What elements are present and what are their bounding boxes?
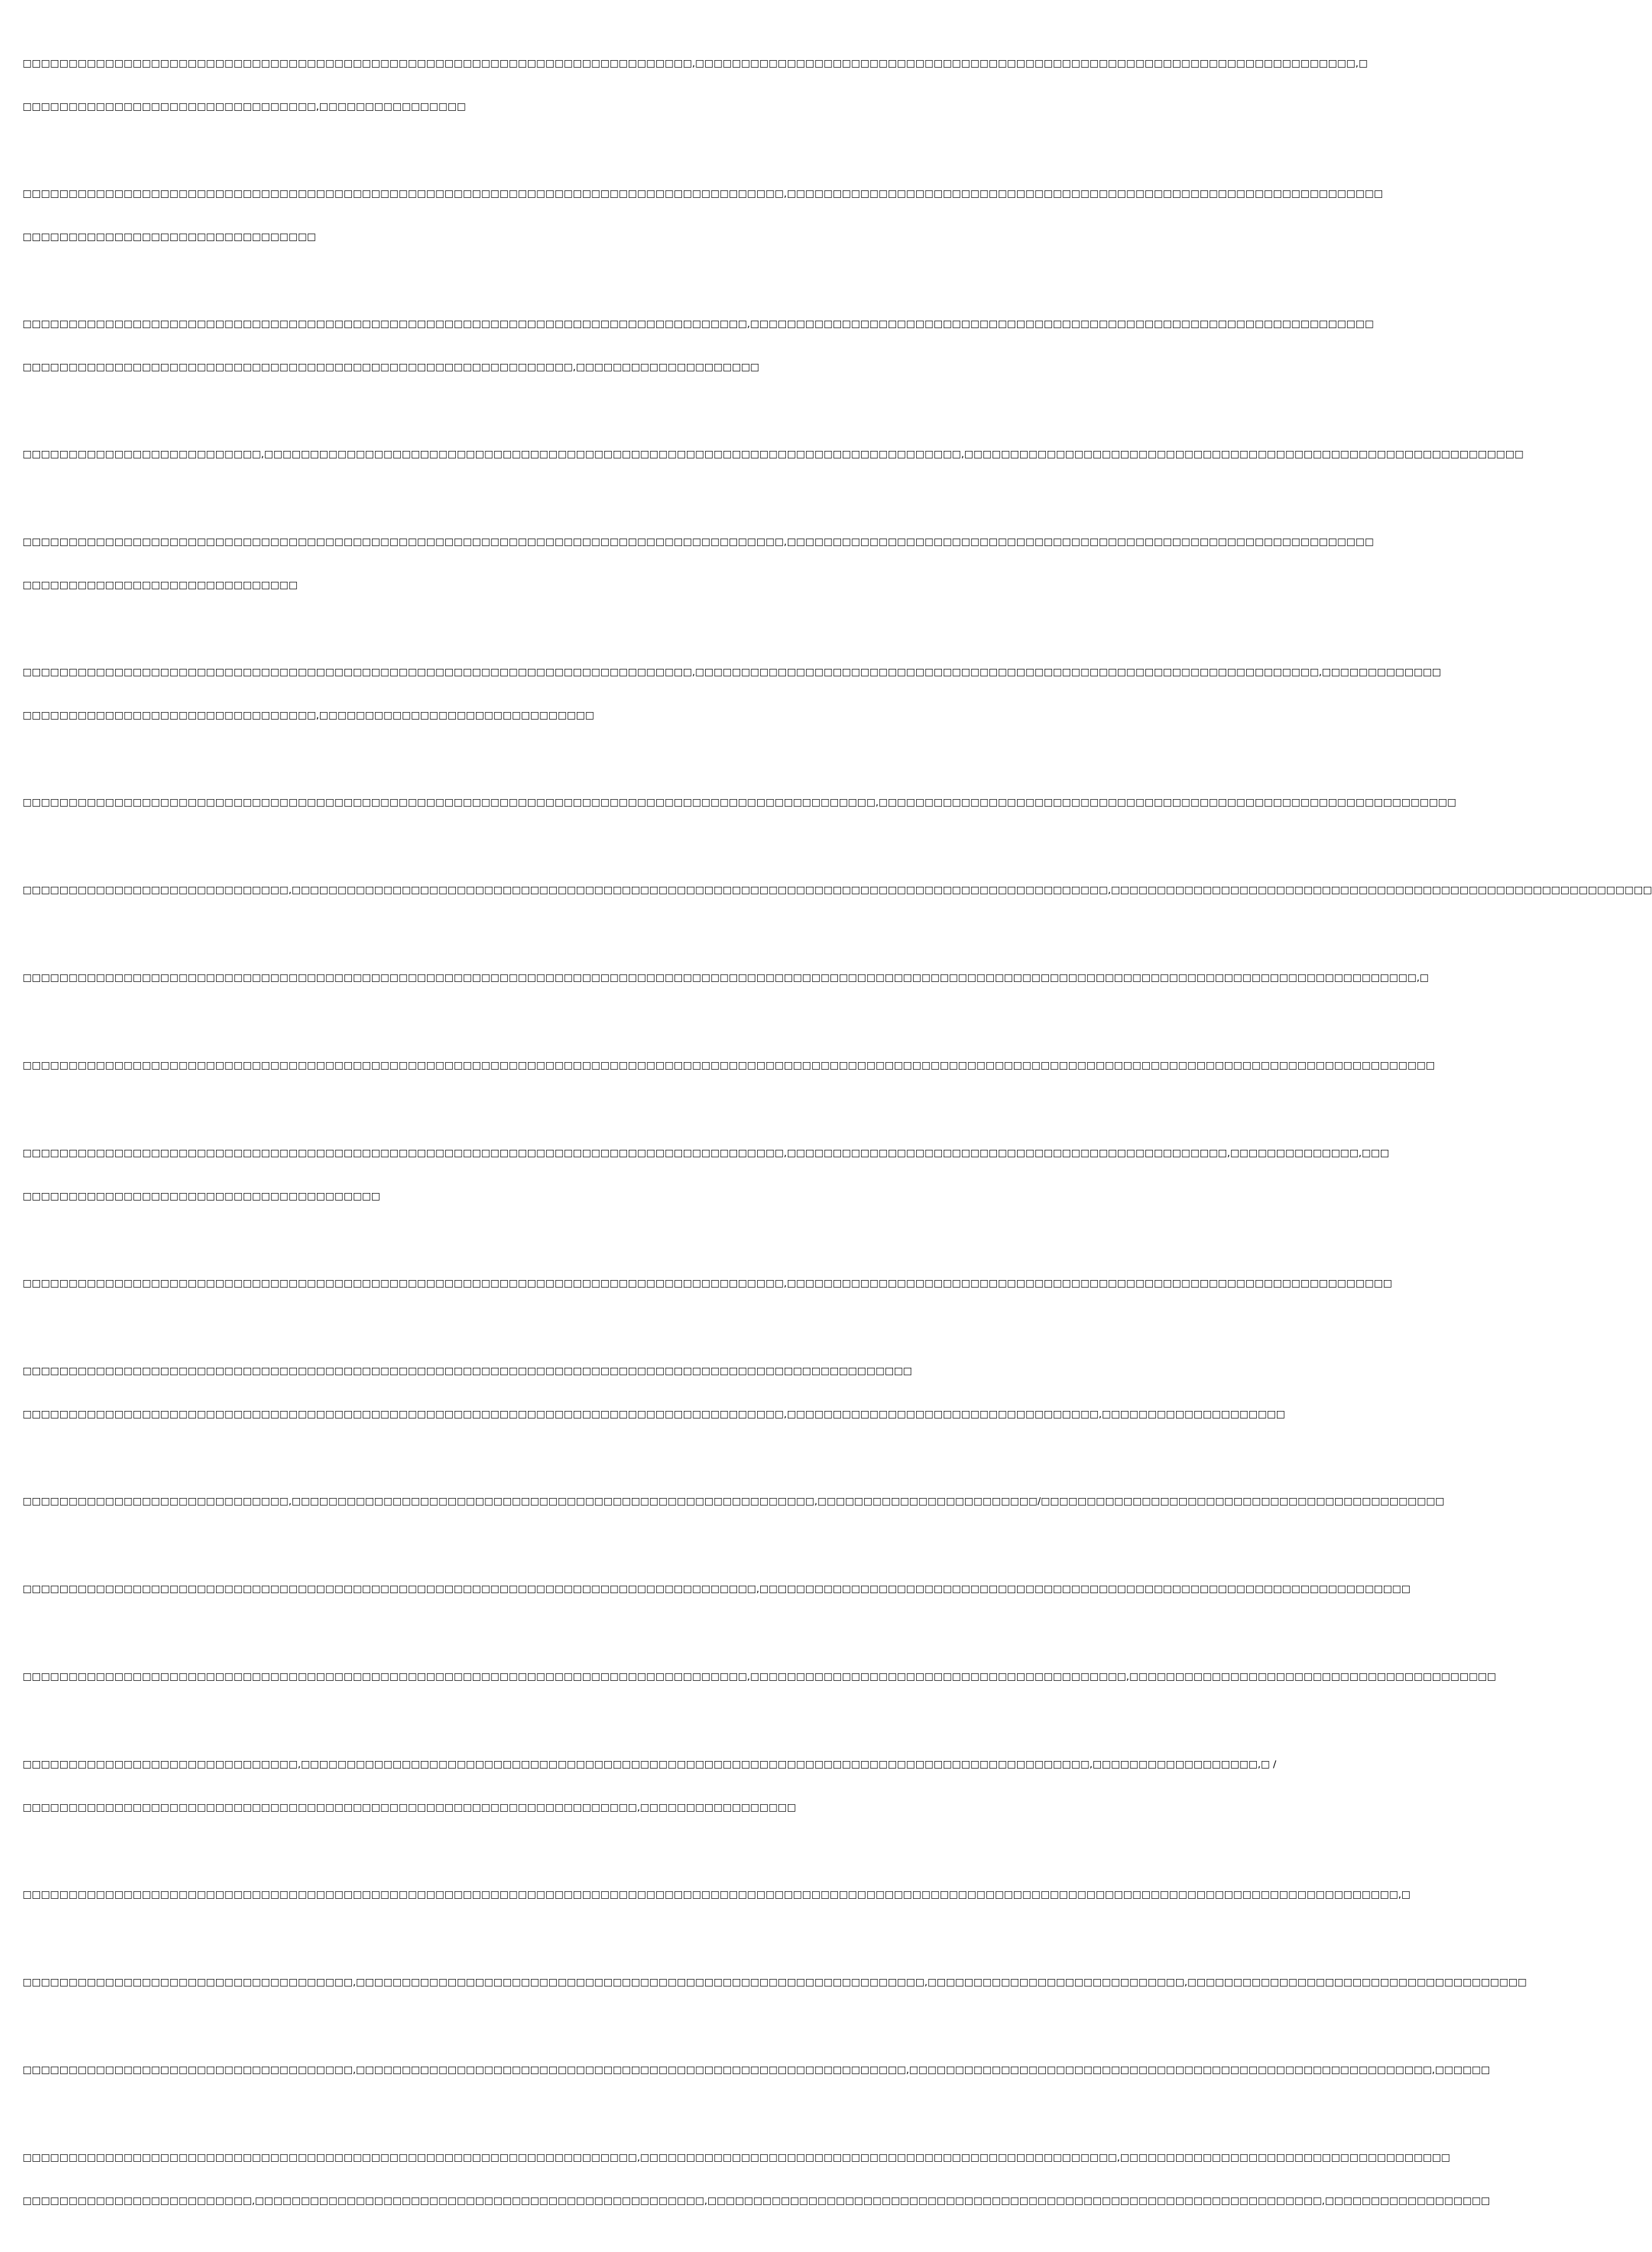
paragraph [23,636,1442,752]
paragraph [23,1859,1411,1931]
paragraph [23,418,1524,490]
text-line: □□□□□□□□□□□□□□□□□□□□□□□□□□□□□□□□□□□□□□□□□□□□□□□□□□□□□□□□□□□□□□□□□□□□□□□□□□□□□□□□□□□,□□□□□□□□□□□□□□□□□□□□□□□□□□□□□□□□□□□□□□□□□□□□□□□□,□□□□□□□□□□□□□□,□□□ [23,1147,1390,1159]
paragraph [23,506,1374,621]
text-line: □□□□□□□□□□□□□□□□□□□□□□□□□□□□□□ [23,579,298,591]
text-line: □□□□□□□□□□□□□□□□□□□□□□□□□□□□□□□□□□□□□□□□□□□□□□□□□□□□□□□□□□□□□□□□□□□□□□□□□□□□□□□□,□□□□□□□□□□□□□□□□□□□□□□□□□□□□□□□□□□□□□□□□□□□□□□□□□□□□□□□□□□□□□□□□□□□□□□□ [23,1583,1411,1594]
text-line: □□□□□□□□□□□□□□□□□□□□□□□□□□□□□,□□□□□□□□□□□□□□□□□□□□□□□□□□□□□□□□□□□□□□□□□□□□□□□□□□□□□□□□□,□□□□□□□□□□□□□□□□□□□□□□□□/□□□□□□□□□□□□□□□□□□□□□□□□□□□□□□□□□□□□□□□□□□□□ [23,1495,1445,1507]
text-line: □□□□□□□□□□□□□□□□□□□□□□□□□□□□□□□□□□□□□□□□□□□□□□□□□□□□□□□□□□□□□□□□□□□,□□□□□□□□□□□□□□□□□□□□□□□□□□□□□□□□□□□□□□□□□□□□□□□□□□□□,□□□□□□□□□□□□□□□□□□□□□□□□□□□□□□□□□□□□ [23,2152,1450,2163]
paragraph [23,1335,1286,1450]
paragraph [23,1465,1445,1537]
paragraph [23,767,1457,839]
text-line: □□□□□□□□□□□□□□□□□□□□□□□□□□□□□□□□,□□□□□□□□□□□□□□□□□□□□□□□□□□□□□□ [23,710,594,721]
text-line: □□□□□□□□□□□□□□□□□□□□□□□□□□□□□□□□□□□□□□□□□□□□□□□□□□□□□□□□□□□□,□□□□□□□□□□□□□□□□□□□□ [23,361,760,373]
text-line: □□□□□□□□□□□□□□□□□□□□□□□□□□□□□□□□□□□□□□□□□□□□□□□□□□□□□□□□□□□□□□□□□□□□□□□□□□□□□□□□□□□,□□□□□□□□□□□□□□□□□□□□□□□□□□□□□□□□□□□□□□□□□□□□□□□□□□□□□□□□□□□□□□□□□ [23,188,1383,199]
paragraph [23,1641,1497,1713]
text-line: □□□□□□□□□□□□□□□□□□□□□□□□□□□□□□□□□□□□□□□ [23,1191,381,1202]
paragraph [23,1117,1390,1232]
paragraph [23,1030,1435,1102]
document-page [23,28,1652,2252]
paragraph [23,1728,1276,1844]
text-line: □□□□□□□□□□□□□□□□□□□□□□□□□□□□□□,□□□□□□□□□□□□□□□□□□□□□□□□□□□□□□□□□□□□□□□□□□□□□□□□□□□□□□□□□□□□□□□□□□□□□□□□□□□□□□□□□□□□□□,□□□□□□□□□□□□□□□□□□,□ / [23,1759,1276,1770]
text-line: □□□□□□□□□□□□□□□□□□□□□□□□□□□□□□□□□□□□,□□□□□□□□□□□□□□□□□□□□□□□□□□□□□□□□□□□□□□□□□□□□□□□□□□□□□□□□□□□□□□,□□□□□□□□□□□□□□□□□□□□□□□□□□□□,□□□□□□□□□□□□□□□□□□□□□□□□□□□□□□□□□□□□□ [23,1976,1527,1988]
paragraph [23,28,1368,143]
text-line: □□□□□□□□□□□□□□□□□□□□□□□□□□□□□□□□□□□□□□□□□□□□□□□□□□□□□□□□□□□□□□□□□□□□□□□□□□□□□□□□□□□,□□□□□□□□□□□□□□□□□□□□□□□□□□□□□□□□□□,□□□□□□□□□□□□□□□□□□□□ [23,1408,1286,1420]
paragraph [23,854,1652,926]
paragraph [23,1553,1411,1625]
text-line: □□□□□□□□□□□□□□□□□□□□□□□□□□□□□□□□□□□□□□□□□□□□□□□□□□□□□□□□□□□□□□□□□□□□□□□□□□□□□□□,□□□□□□□□□□□□□□□□□□□□□□□□□□□□□□□□□□□□□□□□□□□□□□□□□□□□□□□□□□□□□□□□□□□□ [23,318,1374,329]
text-line: □□□□□□□□□□□□□□□□□□□□□□□□□□□□□□□□□□□□□□□□□□□□□□□□□□□□□□□□□□□□□□□□□□□□□□□□□,□□□□□□□□□□□□□□□□□□□□□□□□□□□□□□□□□□□□□□□□□□□□□□□□□□□□□□□□□□□□□□□□□□□□,□□□□□□□□□□□□□ [23,666,1442,678]
text-line: □□□□□□□□□□□□□□□□□□□□□□□□□□□□□□□□□□□□,□□□□□□□□□□□□□□□□□□□□□□□□□□□□□□□□□□□□□□□□□□□□□□□□□□□□□□□□□□□□,□□□□□□□□□□□□□□□□□□□□□□□□□□□□□□□□□□□□□□□□□□□□□□□□□□□□□□□□□,□□□□□□ [23,2064,1490,2075]
text-line: □□□□□□□□□□□□□□□□□□□□□□□□□□□□□□□□□□□□□□□□□□□□□□□□□□□□□□□□□□□□□□□□□□□□□□□□□□□□□□□□□□□,□□□□□□□□□□□□□□□□□□□□□□□□□□□□□□□□□□□□□□□□□□□□□□□□□□□□□□□□□□□□□□□□ [23,536,1374,547]
paragraph [23,1946,1527,2018]
text-line: □□□□□□□□□□□□□□□□□□□□□□□□□□□□□□□□□□□□□□□□□□□□□□□□□□□□□□□□□□□□□□□□□□□□□□□□□□□□□□□□□□□,□□□□□□□□□□□□□□□□□□□□□□□□□□□□□□□□□□□□□□□□□□□□□□□□□□□□□□□□□□□□□□□□□□ [23,1278,1392,1289]
text-line: □□□□□□□□□□□□□□□□□□□□□□□□□□□□□□□□□□□□□□□□□□□□□□□□□□□□□□□□□□□□□□□□□□□□□□□□□□□□□□□□□□□□□□□□□□□□□□□□□□□□□□□□□□□□□□□□□□□□□□□□□□□□□□□□□□□□□□□□□□□□□□□□□□□□□□□□□□ [23,1060,1435,1071]
text-line: □□□□□□□□□□□□□□□□□□□□□□□□□,□□□□□□□□□□□□□□□□□□□□□□□□□□□□□□□□□□□□□□□□□□□□□□□□□,□□□□□□□□□□□□□□□□□□□□□□□□□□□□□□□□□□□□□□□□□□□□□□□□□□□□□□□□□□□□□□□□□□□,□□□□□□□□□□□□□□□□□□ [23,2195,1490,2206]
text-line: □□□□□□□□□□□□□□□□□□□□□□□□□□□□□□□□□□□□□□□□□□□□□□□□□□□□□□□□□□□□□□□□□□□□□□□□□□□□□□□□□□□□□□□□□□□□□,□□□□□□□□□□□□□□□□□□□□□□□□□□□□□□□□□□□□□□□□□□□□□□□□□□□□□□□□□□□□□□□ [23,797,1457,808]
paragraph [23,2034,1490,2106]
text-line: □□□□□□□□□□□□□□□□□□□□□□□□□□□□□□□□□□□□□□□□□□□□□□□□□□□□□□□□□□□□□□□□□□□□□□□□□□□□□□□□□□□□□□□□□□□□□□□□□ [23,1365,912,1377]
text-line: □□□□□□□□□□□□□□□□□□□□□□□□□□□□□,□□□□□□□□□□□□□□□□□□□□□□□□□□□□□□□□□□□□□□□□□□□□□□□□□□□□□□□□□□□□□□□□□□□□□□□□□□□□□□□□□□□□□□□□□,□□□□□□□□□□□□□□□□□□□□□□□□□□□□□□□□□□□□□□□□□□□□□□□□□□□□□□□□□□□ [23,884,1652,896]
paragraph [23,288,1374,403]
text-line: □□□□□□□□□□□□□□□□□□□□□□□□□□□□□□□□□□□□□□□□□□□□□□□□□□□□□□□□□□□□□□□□□□□,□□□□□□□□□□□□□□□□□ [23,1802,797,1813]
paragraph [23,2122,1490,2237]
text-line: □□□□□□□□□□□□□□□□□□□□□□□□□□□□□□□□□□□□□□□□□□□□□□□□□□□□□□□□□□□□□□□□□□□□□□□□□□□□□□□□□□□□□□□□□□□□□□□□□□□□□□□□□□□□□□□□□□□□□□□□□□□□□□□□□□□□□□□□□□□□□□□□□□□□□□□□,□ [23,972,1429,983]
paragraph [23,158,1383,273]
paragraph [23,1247,1392,1320]
text-line: □□□□□□□□□□□□□□□□□□□□□□□□□□□□□□□□□□□□□□□□□□□□□□□□□□□□□□□□□□□□□□□□□□□□□□□□□,□□□□□□□□□□□□□□□□□□□□□□□□□□□□□□□□□□□□□□□□□□□□□□□□□□□□□□□□□□□□□□□□□□□□□□□□,□ [23,58,1368,69]
text-line: □□□□□□□□□□□□□□□□□□□□□□□□□□□□□□□□,□□□□□□□□□□□□□□□□ [23,101,466,112]
text-line: □□□□□□□□□□□□□□□□□□□□□□□□□□□□□□□□□□□□□□□□□□□□□□□□□□□□□□□□□□□□□□□□□□□□□□□□□□□□□□□□□□□□□□□□□□□□□□□□□□□□□□□□□□□□□□□□□□□□□□□□□□□□□□□□□□□□□□□□□□□□□□□□□□□□□□,□ [23,1889,1411,1900]
text-line: □□□□□□□□□□□□□□□□□□□□□□□□□□□□□□□□□□□□□□□□□□□□□□□□□□□□□□□□□□□□□□□□□□□□□□□□□□□□□□□,□□□□□□□□□□□□□□□□□□□□□□□□□□□□□□□□□□□□□□□□□,□□□□□□□□□□□□□□□□□□□□□□□□□□□□□□□□□□□□□□□□ [23,1671,1497,1682]
text-line: □□□□□□□□□□□□□□□□□□□□□□□□□□,□□□□□□□□□□□□□□□□□□□□□□□□□□□□□□□□□□□□□□□□□□□□□□□□□□□□□□□□□□□□□□□□□□□□□□□□□□□□,□□□□□□□□□□□□□□□□□□□□□□□□□□□□□□□□□□□□□□□□□□□□□□□□□□□□□□□□□□□□□ [23,448,1524,460]
paragraph [23,942,1429,1014]
text-line: □□□□□□□□□□□□□□□□□□□□□□□□□□□□□□□□ [23,231,316,242]
